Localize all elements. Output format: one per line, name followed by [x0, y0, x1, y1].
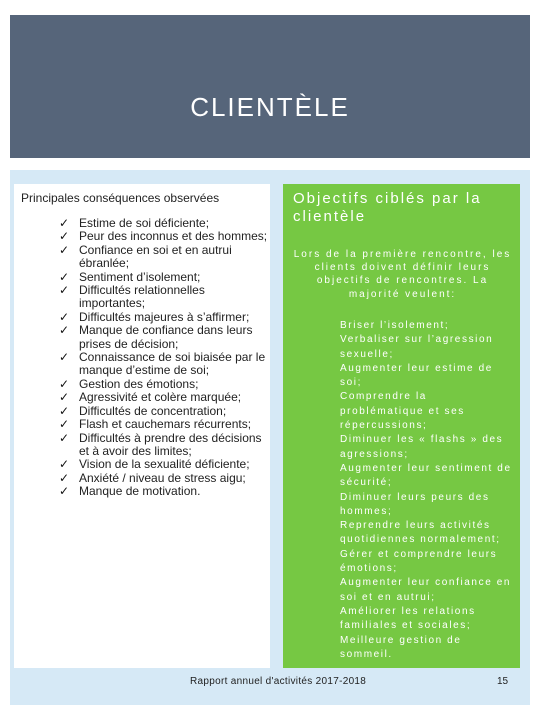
list-item-text: Vision de la sexualité déficiente; [79, 457, 250, 472]
list-item [59, 244, 269, 271]
header-banner [10, 15, 530, 158]
checkmark-icon: ✓ [59, 417, 70, 432]
objective-item: Diminuer leurs peurs des hommes; [340, 491, 490, 517]
list-item-text: Connaissance de soi biaisée par le manque d’estime de soi; [79, 350, 266, 378]
list-item-text: Gestion des émotions; [79, 376, 199, 391]
list-item [59, 458, 269, 471]
objective-item: Reprendre leurs activités quotidiennes normalement; [340, 520, 501, 546]
checkmark-icon: ✓ [59, 376, 70, 391]
checkmark-icon: ✓ [59, 470, 70, 485]
objectives-intro: Lors de la première rencontre, les clients doivent définir leurs objectifs de rencontres. La majorité veulent: [293, 249, 512, 300]
list-item [59, 418, 269, 431]
list-item [59, 391, 269, 404]
checkmark-icon: ✓ [59, 323, 70, 338]
list-item-text: Peur des inconnus et des hommes; [79, 229, 268, 244]
objective-item: Diminuer les « flashs » des agressions; [340, 434, 504, 460]
list-item [59, 485, 269, 498]
objective-item: Verbaliser sur l’agression sexuelle; [340, 334, 494, 360]
list-item [59, 324, 269, 351]
list-item-text: Agressivité et colère marquée; [79, 390, 242, 405]
checkmark-icon: ✓ [59, 457, 70, 472]
list-item-text: Manque de motivation. [79, 484, 201, 499]
checkmark-icon: ✓ [59, 309, 70, 324]
page-number: 15 [497, 676, 509, 687]
list-item [59, 432, 269, 459]
list-item-text: Difficultés majeures à s’affirmer; [79, 309, 250, 324]
list-item-text: Flash et cauchemars récurrents; [79, 417, 252, 432]
list-item-text: Manque de confiance dans leurs prises de décision; [79, 323, 253, 351]
objectives-title: Objectifs ciblés par la clientèle [293, 190, 482, 225]
checkmark-icon: ✓ [59, 269, 70, 284]
page-title: CLIENTÈLE [190, 92, 350, 122]
checkmark-icon: ✓ [59, 430, 70, 445]
list-item [59, 284, 269, 311]
checkmark-icon: ✓ [59, 403, 70, 418]
list-item-text: Anxiété / niveau de stress aigu; [79, 470, 246, 485]
list-item [59, 311, 269, 324]
checkmark-icon: ✓ [59, 350, 70, 365]
objective-item: Augmenter leur confiance en soi et en autrui; [340, 577, 512, 603]
list-item [59, 217, 269, 230]
footer-report-title: Rapport annuel d'activités 2017-2018 [190, 676, 367, 687]
objective-item: Gérer et comprendre leurs émotions; [340, 548, 498, 575]
checkmark-icon: ✓ [59, 216, 70, 230]
list-item-text: Sentiment d’isolement; [79, 269, 201, 284]
checkmark-icon: ✓ [59, 242, 70, 257]
list-item-text: Difficultés relationnelles importantes; [79, 283, 205, 311]
list-item-text: Confiance en soi et en autrui ébranlée; [79, 242, 232, 271]
consequences-list [59, 217, 269, 499]
checkmark-icon: ✓ [59, 229, 70, 244]
objective-item: Meilleure gestion de sommeil. [340, 634, 462, 660]
checkmark-icon: ✓ [59, 484, 70, 499]
list-item [59, 351, 269, 378]
list-item [59, 472, 269, 485]
checkmark-icon: ✓ [59, 283, 70, 298]
objective-item: Augmenter leur estime de soi; [340, 362, 493, 389]
list-item-text: Difficultés à prendre des décisions et à avoir des limites; [79, 430, 262, 458]
checkmark-icon: ✓ [59, 390, 70, 405]
list-item [59, 378, 269, 391]
objectives-list [340, 319, 512, 662]
list-item [59, 405, 269, 418]
objective-item: Comprendre la problématique et ses répercussions; [340, 391, 465, 432]
consequences-title: Principales conséquences observées [21, 191, 220, 205]
objective-item: Augmenter leur sentiment de sécurité; [340, 462, 512, 489]
list-item-text: Difficultés de concentration; [79, 403, 227, 418]
list-item [59, 230, 269, 243]
list-item [59, 271, 269, 284]
list-item-text: Estime de soi déficiente; [79, 216, 210, 230]
objective-item: Améliorer les relations familiales et sociales; [340, 605, 476, 632]
objective-item: Briser l’isolement; [340, 320, 450, 331]
